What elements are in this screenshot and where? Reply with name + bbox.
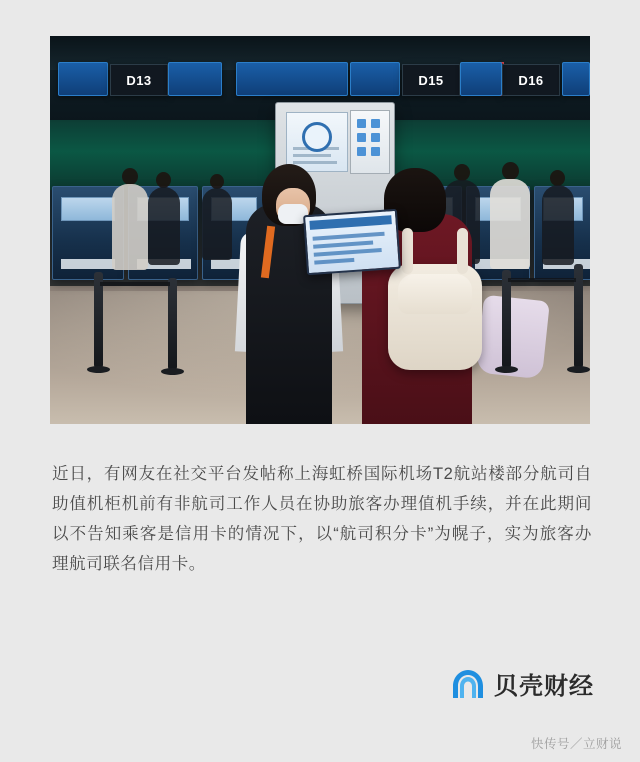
handheld-tablet [303, 209, 401, 275]
backpack-flap [398, 274, 472, 314]
tablet-line [314, 248, 382, 257]
counter-logo [61, 259, 115, 269]
background-person-head [502, 162, 519, 180]
queue-belt [100, 282, 170, 286]
background-person [112, 184, 148, 270]
background-person-head [122, 168, 138, 185]
background-person-head [454, 164, 470, 181]
kiosk-screen-line [293, 161, 337, 164]
overhead-sign [562, 62, 590, 96]
background-person-head [550, 170, 565, 186]
article-photo [50, 36, 590, 424]
gate-sign-d15: D15 [402, 64, 460, 96]
queue-post [94, 272, 103, 368]
overhead-sign [460, 62, 502, 96]
gate-sign-d16: D16 [502, 64, 560, 96]
background-person [202, 188, 232, 260]
tablet-line [314, 258, 354, 265]
overhead-sign [350, 62, 400, 96]
backpack-strap [402, 228, 413, 274]
photo-scene [50, 36, 590, 424]
queue-belt [508, 278, 576, 282]
overhead-sign [58, 62, 108, 96]
footer-watermark: 快传号／立财说 [530, 737, 622, 751]
kiosk-side-panel [350, 110, 390, 174]
brand-logo [451, 666, 594, 701]
background-person-head [210, 174, 224, 189]
counter-screen [61, 197, 115, 221]
background-person-head [156, 172, 171, 188]
background-person [148, 187, 180, 265]
shell-logo-icon [451, 669, 485, 699]
brand-name: 贝壳财经 [494, 673, 594, 700]
tablet-line [313, 232, 385, 241]
background-person [542, 185, 574, 265]
kiosk-screen-line [293, 154, 331, 157]
gate-sign-d13: D13 [110, 64, 168, 96]
queue-post [168, 278, 177, 370]
kiosk-icon [302, 122, 332, 152]
background-person [490, 179, 530, 269]
backpack-strap [457, 228, 468, 274]
article-body-text: 近日，有网友在社交平台发帖称上海虹桥国际机场T2航站楼部分航司自助值机柜机前有非航司工作人员在协助旅客办理值机手续，并在此期间以不告知乘客是信用卡的情况下，以“航司积分卡”为幌子，实为旅客办理航司联名信用卡。 [52, 464, 592, 573]
overhead-sign [236, 62, 348, 96]
tablet-header-bar [309, 215, 391, 230]
tablet-line [313, 241, 373, 249]
backpack [388, 264, 482, 370]
queue-post [502, 270, 511, 368]
overhead-sign [168, 62, 222, 96]
